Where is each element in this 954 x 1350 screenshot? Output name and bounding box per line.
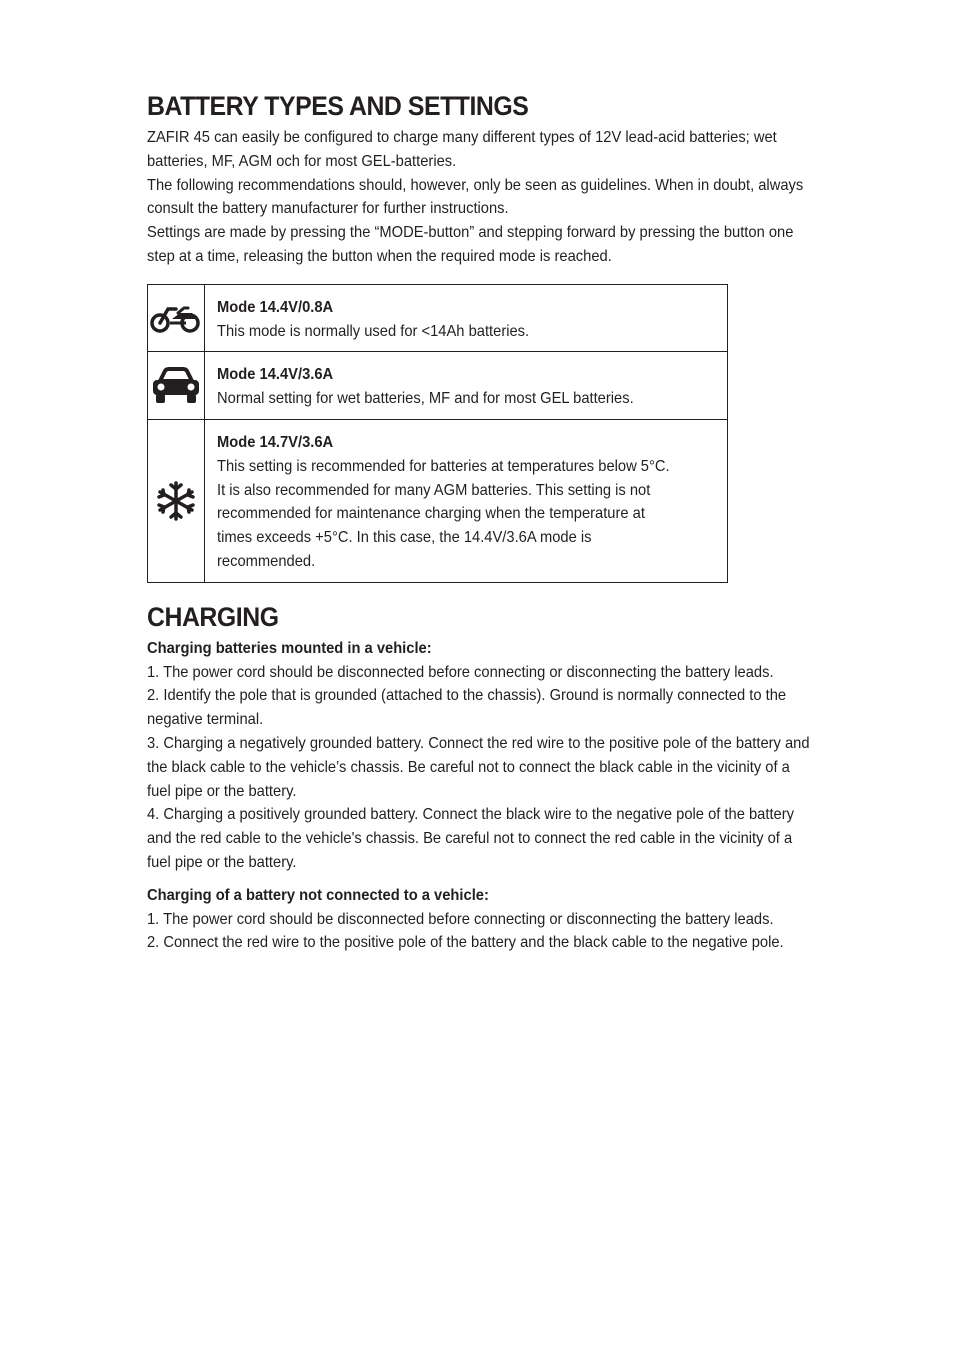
mode-row-snowflake (148, 419, 728, 582)
mode-row-motorcycle (148, 284, 728, 352)
list-item: 1. The power cord should be disconnected before connecting or disconnecting the battery leads. (147, 910, 774, 928)
list-item: 2. Connect the red wire to the positive pole of the battery and the black cable to the negative pole. (147, 934, 784, 952)
subheading-not-vehicle: Charging of a battery not connected to a vehicle: (147, 886, 489, 904)
mode-icon-cell (148, 352, 205, 420)
snowflake-icon (156, 480, 196, 522)
subheading-vehicle: Charging batteries mounted in a vehicle: (147, 639, 432, 657)
list-item: 2. Identify the pole that is grounded (attached to the chassis). Ground is normally connected to the negative terminal. (147, 687, 787, 729)
mode-description: Normal setting for wet batteries, MF and for most GEL batteries. (217, 390, 634, 408)
mode-description: This mode is normally used for <14Ah batteries. (217, 322, 530, 340)
intro-paragraph-3: Settings are made by pressing the “MODE-button” and stepping forward by pressing the button one step at a time, releasing the button when the required mode is reached. (147, 224, 794, 265)
section-title-battery-types: BATTERY TYPES AND SETTINGS (147, 91, 529, 121)
mode-title: Mode 14.4V/0.8A (217, 298, 334, 316)
mode-title: Mode 14.7V/3.6A (217, 433, 334, 451)
mode-icon-cell (148, 419, 205, 582)
section-title-charging: CHARGING (147, 601, 279, 632)
car-icon (150, 367, 202, 405)
mode-description: This setting is recommended for batteries at temperatures below 5°C. It is also recommended for many AGM batteries. This setting is not recommended for maintenance charging when the temperature at times exceeds +5°C. In this case, the 14.4V/3.6A mode is recommended. (217, 457, 670, 570)
mode-row-car (148, 352, 728, 420)
mode-icon-cell (148, 284, 205, 352)
list-item: 3. Charging a negatively grounded battery. Connect the red wire to the positive pole of the battery and the black cable to the vehicle’s chassis. Be careful not to connect the black cable in the vicinity of a fuel pipe or the battery. (147, 734, 810, 800)
modes-table (147, 284, 728, 583)
intro-paragraph-2: The following recommendations should, however, only be seen as guidelines. When in doubt, always consult the battery manufacturer for further instructions. (147, 176, 804, 218)
intro-paragraph-1: ZAFIR 45 can easily be configured to charge many different types of 12V lead-acid batteries; wet batteries, MF, AGM och for most GEL-batteries. (147, 129, 777, 170)
list-item: 4. Charging a positively grounded battery. Connect the black wire to the negative pole of the battery and the red cable to the vehicle's chassis. Be careful not to connect the red cable in the vicinity of a fuel pipe or the battery. (147, 806, 794, 871)
list-item: 1. The power cord should be disconnected before connecting or disconnecting the battery leads. (147, 663, 774, 681)
mode-text-cell (205, 284, 728, 352)
mode-text-cell (205, 419, 728, 582)
motorcycle-icon (148, 301, 204, 335)
mode-title: Mode 14.4V/3.6A (217, 366, 334, 384)
mode-text-cell (205, 352, 728, 420)
manual-page (147, 88, 817, 955)
